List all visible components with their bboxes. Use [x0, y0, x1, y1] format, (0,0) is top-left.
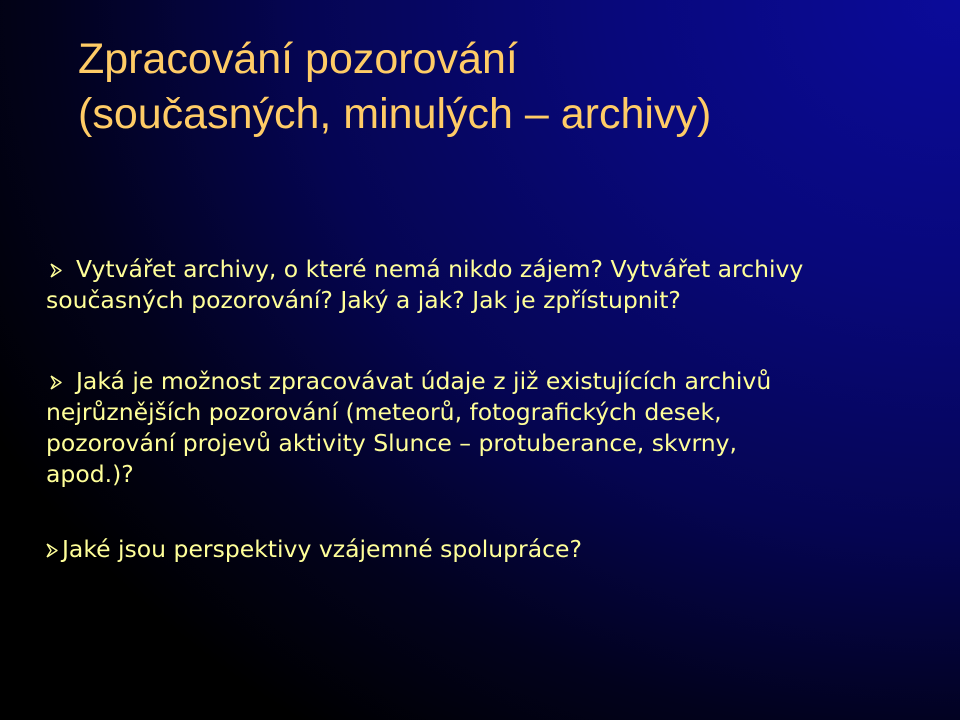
title-line-2: (současných, minulých – archivy) — [78, 90, 712, 138]
bullet-line: současných pozorování? Jaký a jak? Jak je zpřístupnit? — [46, 286, 681, 314]
slide-title — [78, 32, 938, 142]
bullet-item-archives — [46, 254, 926, 316]
bullet-line — [46, 254, 926, 285]
bullet-item-processing — [46, 366, 926, 490]
bullet-text: Jaké jsou perspektivy vzájemné spolupráce? — [62, 535, 582, 563]
bullet-line — [46, 366, 926, 397]
title-line-1: Zpracování pozorování — [78, 35, 518, 83]
bullet-line: apod.)? — [46, 460, 134, 488]
bullet-line — [46, 534, 926, 565]
bullet-item-cooperation — [46, 534, 926, 565]
arrowhead-bullet-icon — [50, 263, 62, 278]
arrowhead-bullet-icon — [50, 375, 62, 390]
bullet-line: nejrůznějších pozorování (meteorů, fotografických desek, — [46, 398, 722, 426]
bullet-line: pozorování projevů aktivity Slunce – protuberance, skvrny, — [46, 429, 737, 457]
bullet-text: Vytvářet archivy, o které nemá nikdo zájem? Vytvářet archivy — [76, 255, 804, 283]
bullet-text: Jaká je možnost zpracovávat údaje z již existujících archivů — [76, 367, 772, 395]
arrowhead-bullet-icon — [46, 543, 58, 558]
